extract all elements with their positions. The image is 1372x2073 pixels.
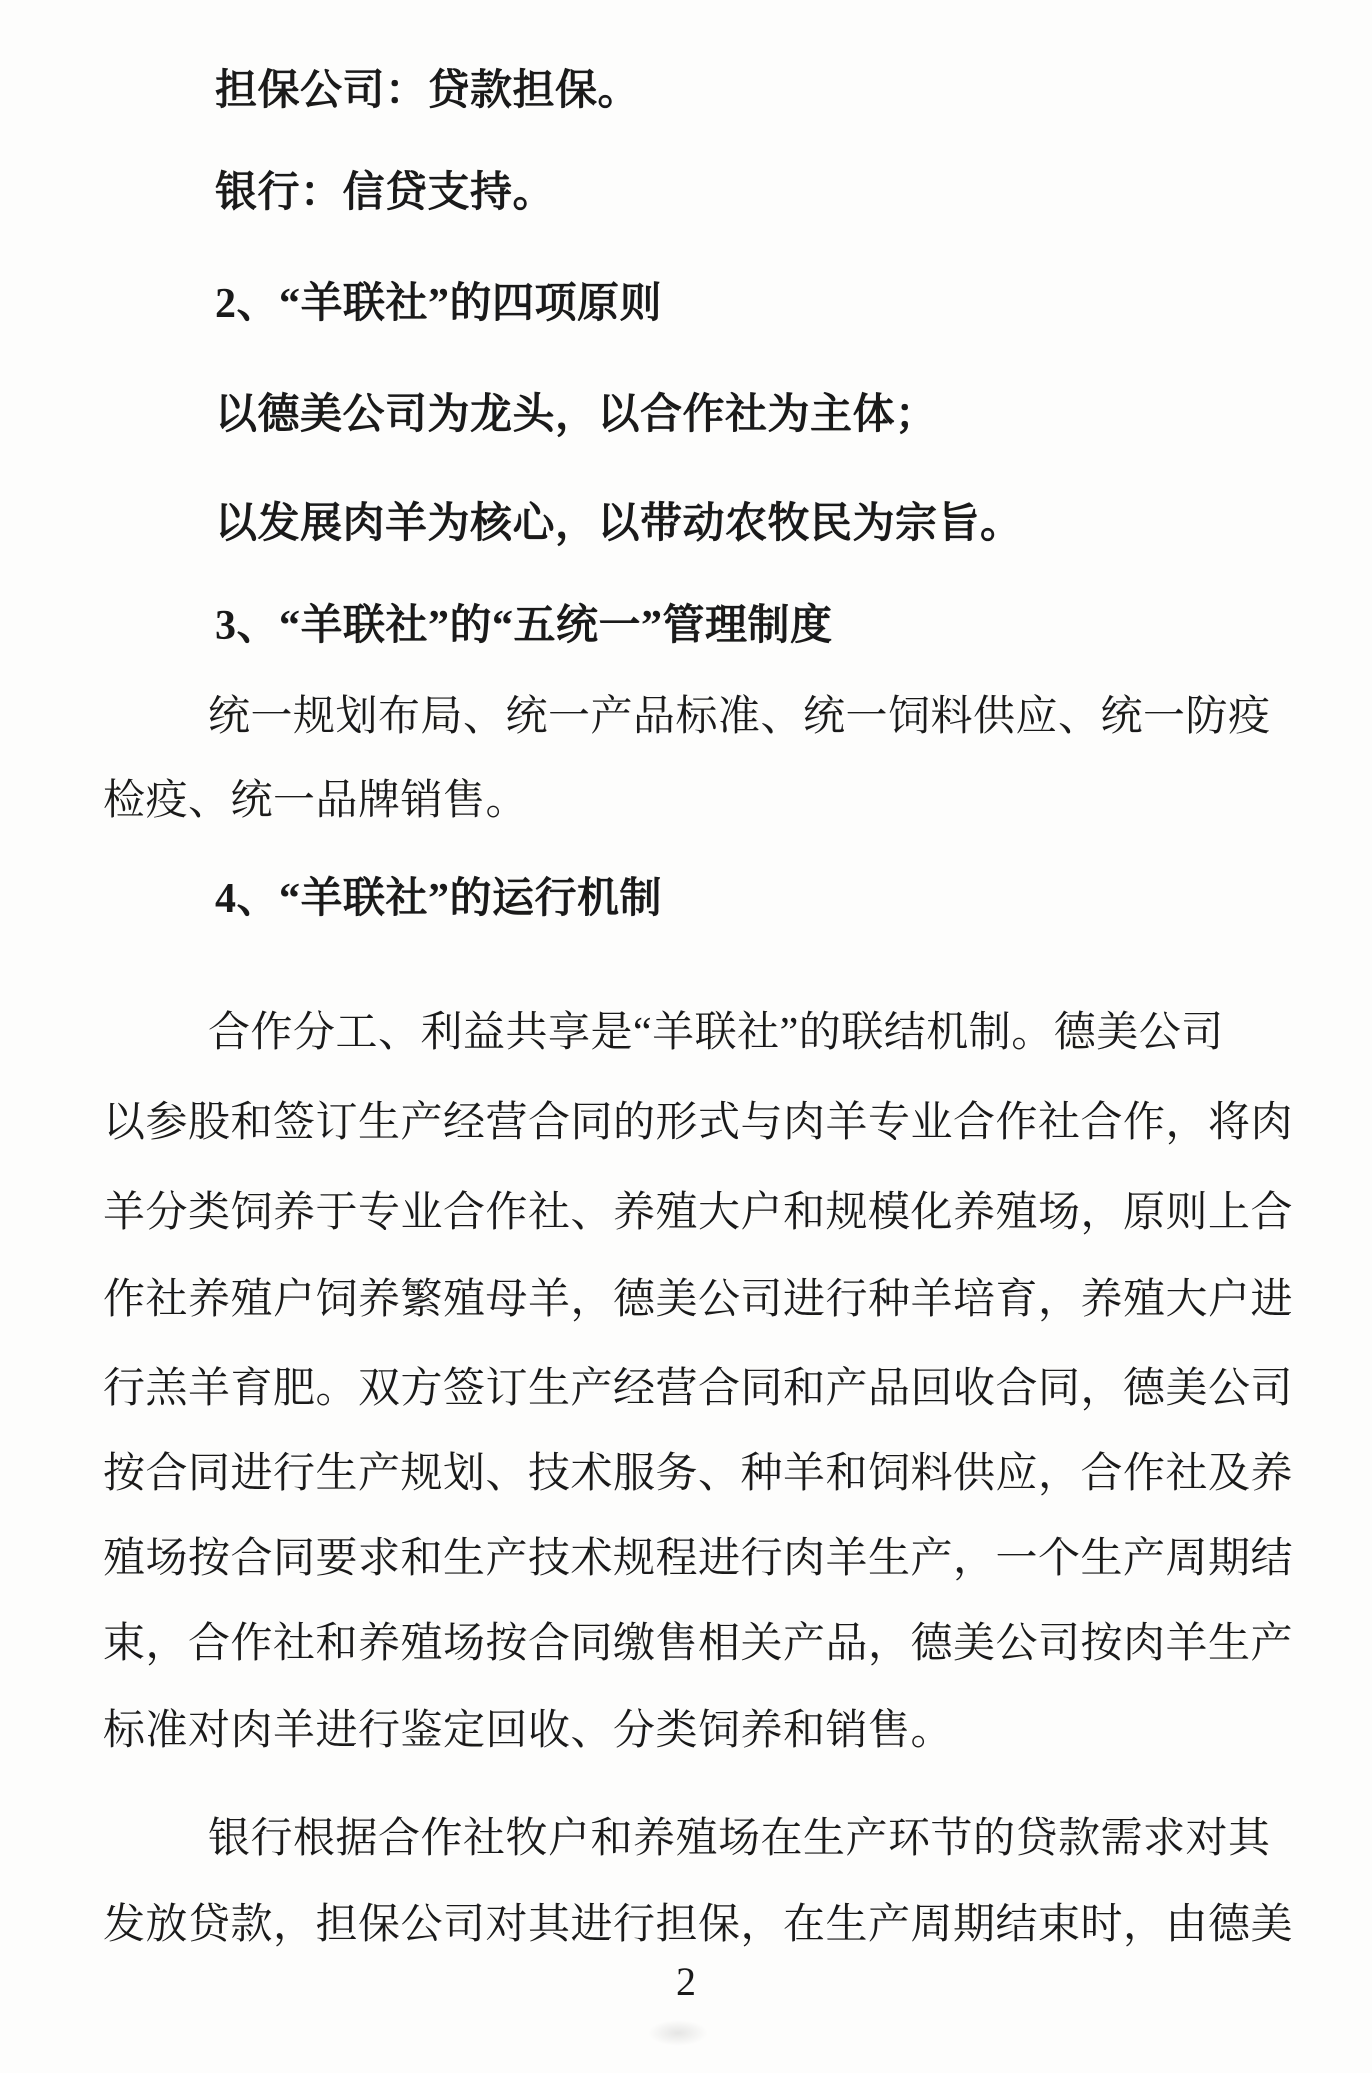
mechanism-para-line-5: 行羔羊育肥。双方签订生产经营合同和产品回收合同，德美公司 (103, 1366, 1294, 1412)
statement-guarantee-company: 担保公司：贷款担保。 (215, 68, 641, 114)
mechanism-para-line-2: 以参股和签订生产经营合同的形式与肉羊专业合作社合作，将肉 (103, 1100, 1294, 1146)
mechanism-para-line-8: 束，合作社和养殖场按合同缴售相关产品，德美公司按肉羊生产 (103, 1621, 1294, 1667)
page-number: 2 (676, 1959, 696, 2004)
principle-line-1: 以德美公司为龙头，以合作社为主体； (215, 392, 938, 438)
mechanism-para-line-6: 按合同进行生产规划、技术服务、种羊和饲料供应，合作社及养 (103, 1451, 1294, 1497)
mechanism-para-line-4: 作社养殖户饲养繁殖母羊，德美公司进行种羊培育，养殖大户进 (103, 1277, 1294, 1323)
scan-artifact (648, 2020, 708, 2046)
statement-bank: 银行：信贷支持。 (215, 170, 556, 216)
mechanism-para-line-1: 合作分工、利益共享是“羊联社”的联结机制。德美公司 (208, 1010, 1224, 1056)
section-4-heading: 4、“羊联社”的运行机制 (215, 876, 663, 922)
section-3-heading: 3、“羊联社”的“五统一”管理制度 (215, 603, 833, 649)
five-unified-para-line-2: 检疫、统一品牌销售。 (103, 778, 529, 824)
mechanism-para-line-7: 殖场按合同要求和生产技术规程进行肉羊生产，一个生产周期结 (103, 1536, 1294, 1582)
bank-loan-para-line-2: 发放贷款，担保公司对其进行担保，在生产周期结束时，由德美 (103, 1902, 1294, 1948)
section-2-heading: 2、“羊联社”的四项原则 (215, 281, 663, 327)
principle-line-2: 以发展肉羊为核心，以带动农牧民为宗旨。 (215, 501, 1023, 547)
mechanism-para-line-3: 羊分类饲养于专业合作社、养殖大户和规模化养殖场，原则上合 (103, 1190, 1294, 1236)
mechanism-para-line-9: 标准对肉羊进行鉴定回收、分类饲养和销售。 (103, 1708, 954, 1754)
five-unified-para-line-1: 统一规划布局、统一产品标准、统一饲料供应、统一防疫 (208, 694, 1271, 740)
bank-loan-para-line-1: 银行根据合作社牧户和养殖场在生产环节的贷款需求对其 (208, 1816, 1271, 1862)
